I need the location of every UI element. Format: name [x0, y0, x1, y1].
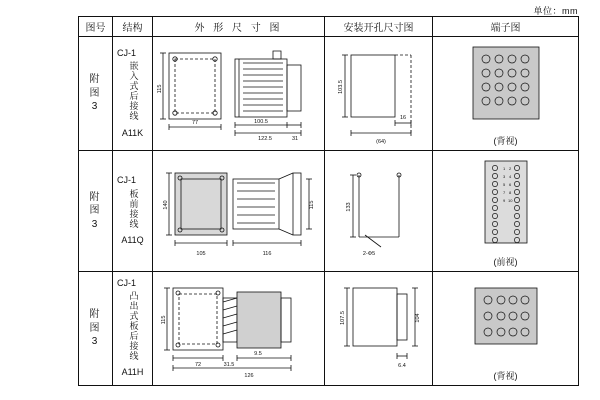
structure-cell	[113, 271, 153, 385]
terminal-diagram-cell	[433, 271, 579, 385]
outline-dim-1225: 122.5	[258, 135, 272, 142]
figure-no-line2: 图	[89, 87, 102, 99]
svg-text:3: 3	[503, 174, 506, 180]
structure-code: A11Q	[121, 234, 144, 245]
structure-desc: 板前接线	[128, 188, 139, 229]
header-figure-no: 图号	[79, 17, 113, 37]
svg-text:10: 10	[508, 198, 513, 204]
terminal-diagram-cell	[433, 36, 579, 150]
unit-note: 单位：mm	[533, 6, 578, 16]
outline-dim-115: 115	[309, 200, 315, 210]
structure-desc: 嵌入式后接线	[128, 61, 139, 122]
mount-dim-1035: 103.5	[338, 79, 344, 94]
figure-no-line1: 附	[89, 309, 102, 321]
figure-no-cell	[79, 36, 113, 150]
svg-text:7: 7	[503, 190, 506, 196]
outline-dim-116: 116	[262, 251, 272, 258]
structure-cell	[113, 151, 153, 272]
outline-dim-115: 115	[157, 84, 163, 94]
outline-dim-77: 77	[191, 119, 199, 126]
outline-dim-105: 105	[196, 251, 206, 258]
figure-no-line1: 附	[89, 191, 102, 203]
structure-cell	[113, 36, 153, 150]
figure-no-cell	[79, 151, 113, 272]
outline-dim-95: 9.5	[254, 350, 262, 357]
mount-dim-64: (64)	[376, 138, 386, 145]
svg-text:8: 8	[509, 190, 512, 196]
table-row	[79, 151, 579, 272]
specification-table	[78, 16, 579, 386]
structure-model: CJ-1	[117, 277, 137, 288]
outline-dim-126: 126	[244, 372, 254, 379]
figure-no-line2: 图	[89, 322, 102, 334]
svg-text:6: 6	[509, 182, 512, 188]
svg-text:2: 2	[509, 166, 512, 172]
table-row	[79, 36, 579, 150]
mounting-cutout-cell	[325, 271, 433, 385]
outline-drawing-cell	[153, 271, 325, 385]
svg-text:1: 1	[503, 166, 506, 172]
header-mounting-cutout: 安装开孔尺寸图	[325, 17, 433, 37]
svg-text:4: 4	[509, 174, 512, 180]
terminal-diagram-cell	[433, 151, 579, 272]
table-header-row	[79, 17, 579, 37]
structure-model: CJ-1	[117, 48, 137, 59]
outline-dim-115: 115	[161, 315, 167, 325]
structure-model: CJ-1	[117, 175, 137, 186]
mounting-cutout-cell	[325, 36, 433, 150]
table-row	[79, 271, 579, 385]
header-terminal-diagram: 端子图	[433, 17, 579, 37]
figure-no-cell	[79, 271, 113, 385]
header-structure: 结构	[113, 17, 153, 37]
outline-dim-315: 31.5	[223, 361, 235, 368]
outline-dim-1005: 100.5	[254, 118, 268, 125]
mounting-cutout-cell	[325, 151, 433, 272]
terminal-caption: (背视)	[493, 136, 518, 147]
structure-code: A11K	[121, 127, 144, 138]
mount-dim-104: 104	[415, 313, 421, 323]
structure-code: A11H	[121, 367, 144, 378]
outline-dim-31: 31	[291, 135, 299, 142]
outline-dim-140: 140	[163, 200, 169, 210]
figure-no-line3: 3	[91, 218, 100, 230]
terminal-caption: (背视)	[493, 371, 518, 381]
mount-dim-1075: 107.5	[340, 310, 346, 325]
figure-no-line1: 附	[89, 74, 102, 86]
outline-dim-72: 72	[194, 361, 202, 368]
figure-no-line3: 3	[91, 101, 100, 113]
mount-dim-64: 6.4	[398, 362, 406, 369]
svg-text:5: 5	[503, 182, 506, 188]
mount-dim-2phi5: 2-Φ5	[362, 251, 376, 258]
figure-no-line3: 3	[91, 336, 100, 348]
svg-text:9: 9	[503, 198, 506, 204]
terminal-caption: (前视)	[493, 256, 518, 267]
header-outline-dimensions: 外 形 尺 寸 图	[153, 17, 325, 37]
mount-dim-16: 16	[399, 114, 407, 121]
mount-dim-133: 133	[346, 202, 352, 212]
outline-drawing-cell	[153, 36, 325, 150]
structure-desc: 凸出式板后接线	[128, 291, 139, 362]
figure-no-line2: 图	[89, 205, 102, 217]
outline-drawing-cell	[153, 151, 325, 272]
